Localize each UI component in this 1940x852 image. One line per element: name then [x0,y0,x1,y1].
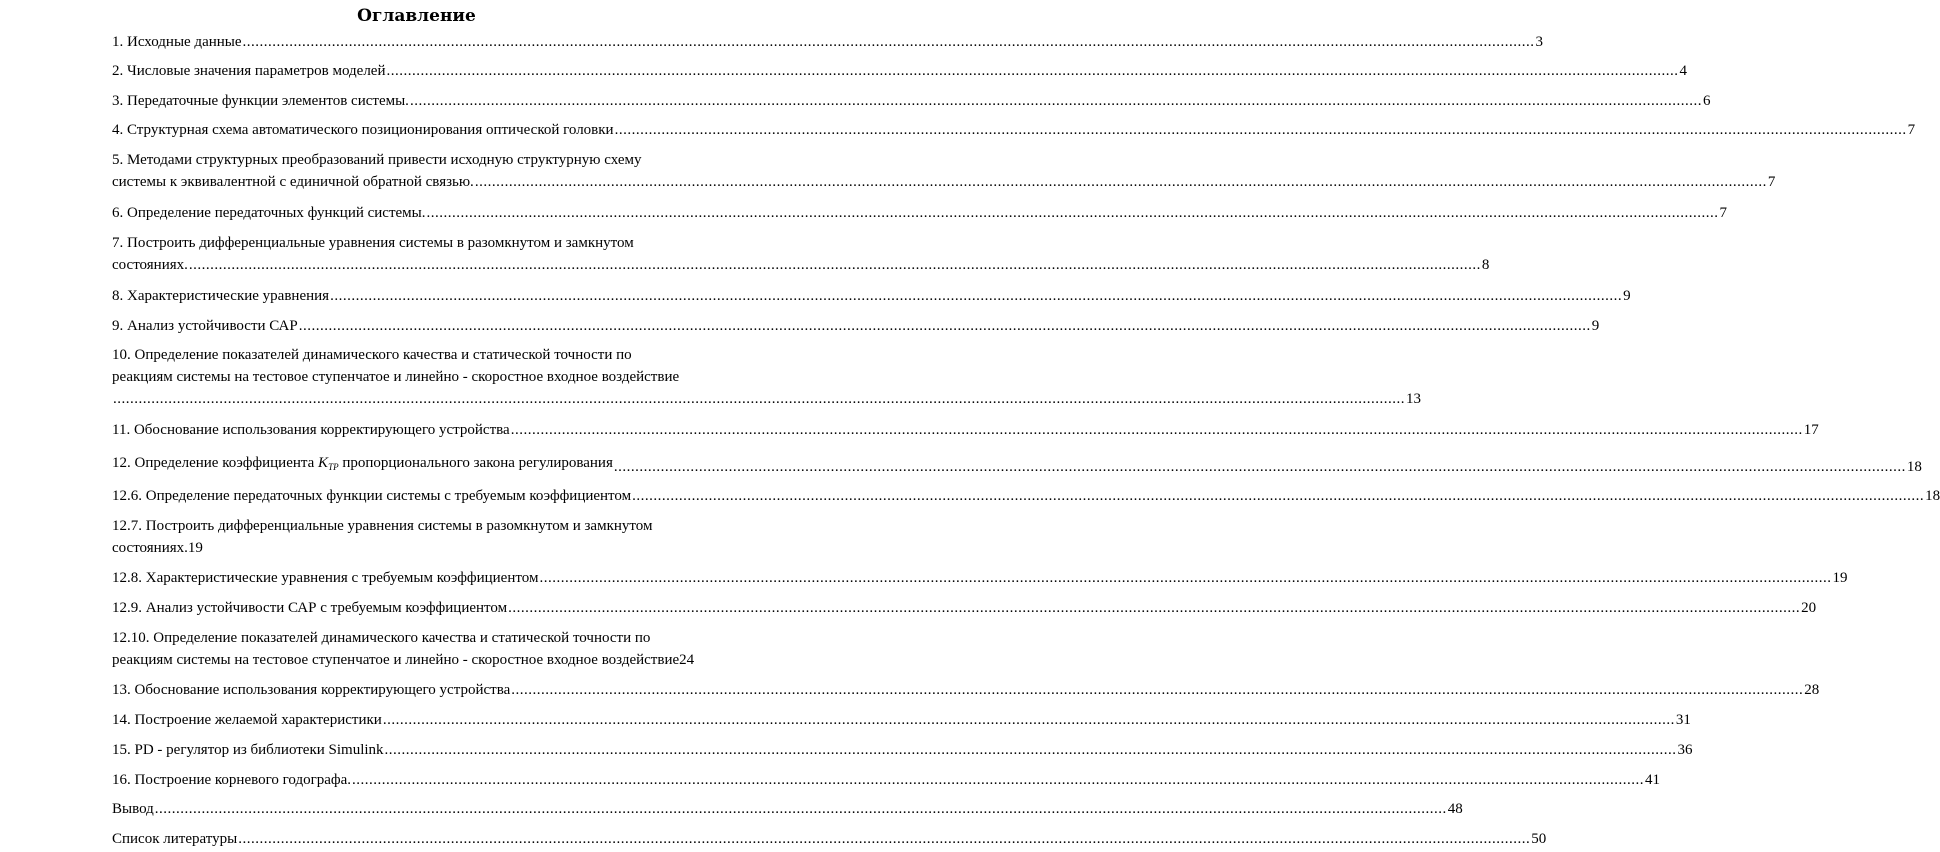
toc-entry[interactable] [112,232,1490,276]
toc-entry[interactable] [112,515,779,559]
toc-page-number: 41 [1645,772,1661,788]
toc-page-number: 24 [679,652,695,668]
leader-dots [243,31,1535,53]
leader-dots [511,679,1803,701]
leader-dots [352,769,1644,791]
toc-entry[interactable] [112,485,1940,507]
toc-entry[interactable] [112,828,1547,850]
toc-page-number: 48 [1447,801,1463,817]
toc-page-number: 6 [1702,93,1711,109]
toc-entry-text: 1. Исходные данные [112,34,242,50]
toc-entry-text [112,452,613,478]
toc-entry-text-after: пропорционального закона регулирования [338,455,613,471]
page-title: Оглавление [357,6,476,26]
leader-dots [632,485,1924,507]
toc-entry-text: состояниях. [112,257,188,273]
toc-page-number: 31 [1675,712,1691,728]
leader-dots [427,202,1719,224]
toc-page-number: 18 [1925,488,1940,504]
toc-entry[interactable] [112,315,1600,337]
leader-dots [387,60,1679,82]
toc-entry-text: 3. Передаточные функции элементов системы. [112,93,409,109]
toc-page-number: 50 [1531,831,1547,847]
toc-page-number: 3 [1535,34,1544,50]
toc-entry-text: 12.6. Определение передаточных функции системы с требуемым коэффициентом [112,488,632,504]
toc-entry[interactable] [112,419,1819,441]
toc-entry-text: 2. Числовые значения параметров моделей [112,63,386,79]
toc-entry[interactable] [112,597,1817,619]
leader-dots [385,739,1677,761]
leader-dots [113,388,1405,410]
toc-page-number: 18 [1906,459,1922,475]
toc-entry[interactable] [112,798,1463,820]
toc-page-number: 28 [1804,682,1820,698]
toc-entry-text: 7. Построить дифференциальные уравнения системы в разомкнутом и замкнутом [112,235,634,251]
leader-dots [189,254,1481,276]
leader-dots [238,828,1530,850]
toc-entry-text: 12.7. Построить дифференциальные уравнения системы в разомкнутом и замкнутом [112,518,653,534]
leader-dots [615,119,1907,141]
coefficient-subscript: ТР [328,462,339,472]
toc-entry-text: 5. Методами структурных преобразований привести исходную структурную схему [112,152,642,168]
toc-entry[interactable] [112,679,1820,701]
toc-entry-text: реакциям системы на тестовое ступенчатое и линейно - скоростное входное воздействие [112,369,680,385]
toc-entry-text: 6. Определение передаточных функций системы. [112,205,426,221]
toc-entry[interactable] [112,90,1711,112]
toc-entry-text-before: 12. Определение коэффициента [112,455,319,471]
toc-entry[interactable] [112,627,779,671]
toc-entry-text: 12.8. Характеристические уравнения с требуемым коэффициентом [112,570,539,586]
toc-entry-text: 13. Обоснование использования корректирующего устройства [112,682,511,698]
toc-entry[interactable] [112,344,1421,410]
toc-page-number: 8 [1481,257,1490,273]
toc-page-number: 17 [1803,422,1819,438]
leader-dots [155,798,1447,820]
leader-dots [383,709,1675,731]
toc-entry[interactable] [112,452,1922,478]
toc-page-number: 20 [1801,600,1817,616]
coefficient-symbol: K [318,455,329,471]
leader-dots [410,90,1702,112]
toc-entry-text: 8. Характеристические уравнения [112,288,330,304]
toc-entry[interactable] [112,567,1848,589]
toc-page-number: 13 [1406,391,1421,407]
toc-entry-text: 12.10. Определение показателей динамического качества и статической точности по [112,630,651,646]
toc-entry-text: 14. Построение желаемой характеристики [112,712,382,728]
toc-entry-text: 9. Анализ устойчивости САР [112,318,298,334]
toc-entry-text: 10. Определение показателей динамического качества и статической точности по [112,347,632,363]
toc-page-number: 7 [1907,122,1916,138]
toc-page-number: 7 [1719,205,1727,221]
leader-dots [511,419,1803,441]
toc-entry-text: 4. Структурная схема автоматического позиционирования оптической головки [112,122,614,138]
leader-dots [475,171,1767,193]
leader-dots [330,285,1622,307]
toc-entry-text: Список литературы [112,831,238,847]
toc-page-number: 36 [1677,742,1693,758]
toc-page-number: 19 [1832,570,1848,586]
toc-entry-text: 11. Обоснование использования корректирующего устройства [112,422,510,438]
toc-entry-text: реакциям системы на тестовое ступенчатое и линейно - скоростное входное воздействие [112,652,680,668]
toc-entry[interactable] [112,769,1661,791]
toc-entry-text: 15. PD - регулятор из библиотеки Simulink [112,742,384,758]
leader-dots [614,456,1906,478]
toc-entry[interactable] [112,149,1776,193]
toc-entry[interactable] [112,202,1727,224]
toc-page-number: 7 [1767,174,1776,190]
leader-dots [299,315,1591,337]
toc-entry[interactable] [112,739,1693,761]
toc-entry-text: системы к эквивалентной с единичной обратной связью. [112,174,474,190]
leader-dots [508,597,1800,619]
toc-entry-text: 16. Построение корневого годографа. [112,772,352,788]
toc-entry-text: Вывод [112,801,154,817]
toc-entry[interactable] [112,31,1544,53]
toc-entry[interactable] [112,285,1631,307]
toc-page-number: 4 [1679,63,1687,79]
toc-entry-text: состояниях.19 [112,540,203,556]
toc-entry[interactable] [112,119,1916,141]
leader-dots [539,567,1831,589]
toc-entry[interactable] [112,60,1687,82]
toc-entry[interactable] [112,709,1691,731]
toc-page-number: 9 [1591,318,1600,334]
toc-entry-text: 12.9. Анализ устойчивости САР с требуемым коэффициентом [112,600,508,616]
toc-page-number: 9 [1623,288,1631,304]
